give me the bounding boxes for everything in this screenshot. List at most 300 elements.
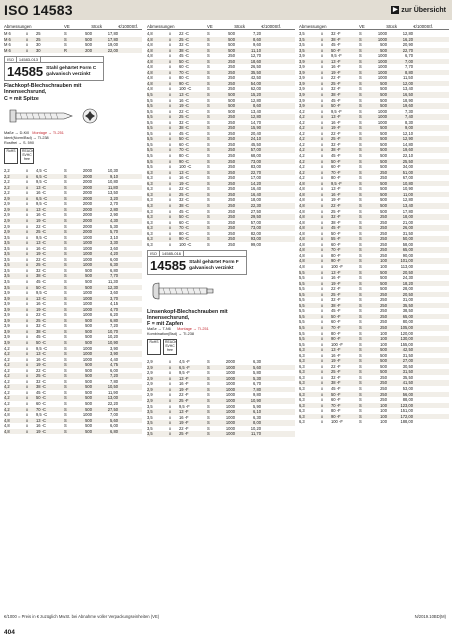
qty: 1000 bbox=[225, 414, 235, 420]
qty: 250 bbox=[228, 53, 235, 59]
dim-diameter: 4,2 bbox=[4, 351, 10, 357]
vc-code: S bbox=[207, 414, 210, 420]
vc-code: S bbox=[359, 408, 362, 414]
price: 15,20 bbox=[250, 92, 261, 98]
dim-diameter: 3,5 bbox=[4, 262, 10, 268]
dim-x: x bbox=[26, 42, 29, 48]
qty: 100 bbox=[380, 402, 387, 408]
price: 20,50 bbox=[402, 291, 413, 297]
qty: 500 bbox=[380, 275, 387, 281]
price: 22,20 bbox=[107, 401, 118, 407]
dim-length: 50 -C bbox=[36, 395, 47, 401]
vc-code: S bbox=[207, 42, 210, 48]
dim-length: 13 -C bbox=[36, 351, 47, 357]
price: 38,50 bbox=[402, 308, 413, 314]
price: 82,00 bbox=[250, 230, 261, 236]
qty: 500 bbox=[380, 47, 387, 53]
dim-x: x bbox=[321, 225, 324, 231]
dim-length: 9,5 -F bbox=[179, 370, 190, 376]
qty: 1000 bbox=[82, 351, 92, 357]
dim-diameter: 3,5 bbox=[299, 42, 305, 48]
spec-stainless[interactable]: Rostfrei → S. 590 bbox=[4, 141, 34, 146]
dim-length: 38 -C bbox=[179, 125, 190, 131]
dim-diameter: 2,9 bbox=[147, 375, 153, 381]
dim-length: 25 -F bbox=[179, 398, 189, 404]
dim-x: x bbox=[321, 291, 324, 297]
vc-code: S bbox=[359, 247, 362, 253]
dim-diameter: 4,2 bbox=[299, 125, 305, 131]
dim-x: x bbox=[26, 36, 29, 42]
qty: 250 bbox=[228, 169, 235, 175]
price: 22,10 bbox=[402, 153, 413, 159]
dim-length: 19 -C bbox=[36, 251, 47, 257]
dim-x: x bbox=[321, 386, 324, 391]
dim-diameter: 5,5 bbox=[147, 153, 153, 159]
dim-length: 16 -F bbox=[331, 64, 341, 70]
price: 11,70 bbox=[251, 431, 261, 437]
vc-code: S bbox=[207, 425, 210, 431]
dim-diameter: 4,8 bbox=[299, 208, 305, 214]
vc-code: S bbox=[359, 36, 362, 42]
price: 88,00 bbox=[402, 397, 413, 403]
qty: 1000 bbox=[82, 240, 92, 246]
table-body-top bbox=[147, 31, 295, 247]
vc-code: S bbox=[64, 384, 67, 390]
vc-code: S bbox=[207, 175, 210, 181]
price: 19,60 bbox=[402, 147, 413, 153]
qty: 1000 bbox=[82, 301, 92, 307]
spec-dims[interactable]: Maße → D-Ki0 bbox=[4, 131, 30, 136]
dim-x: x bbox=[321, 297, 324, 303]
price: 151,00 bbox=[400, 408, 413, 414]
qty: 100 bbox=[380, 330, 387, 336]
dim-diameter: 2,9 bbox=[147, 359, 153, 365]
dim-x: x bbox=[26, 201, 29, 207]
qty: 100 bbox=[380, 419, 387, 425]
qty: 250 bbox=[228, 225, 235, 231]
dim-diameter: 4,8 bbox=[299, 214, 305, 220]
dim-x: x bbox=[26, 301, 29, 307]
dim-diameter: 2,9 bbox=[147, 370, 153, 376]
vc-code: S bbox=[64, 306, 67, 312]
dim-diameter: 6,3 bbox=[299, 408, 305, 414]
qty: 250 bbox=[228, 158, 235, 164]
dim-diameter: 6,3 bbox=[299, 419, 305, 425]
price: 35,50 bbox=[402, 302, 413, 308]
vc-code: S bbox=[359, 324, 362, 330]
price: 11,90 bbox=[108, 389, 118, 395]
dim-diameter: M 6 bbox=[4, 47, 11, 53]
dim-length: 9,5 -C bbox=[36, 345, 48, 351]
dim-diameter: 3,9 bbox=[4, 312, 10, 318]
dim-length: 45 -C bbox=[179, 53, 190, 59]
dim-length: 4,5 -C bbox=[36, 168, 48, 174]
dim-x: x bbox=[26, 323, 29, 329]
dim-x: x bbox=[169, 180, 172, 186]
qty: 1000 bbox=[225, 409, 235, 415]
qty: 500 bbox=[85, 334, 92, 340]
price: 11,10 bbox=[251, 47, 261, 53]
price: 31,50 bbox=[402, 369, 413, 375]
price: 9,60 bbox=[253, 42, 261, 48]
dim-diameter: 4,2 bbox=[4, 406, 10, 412]
qty: 500 bbox=[85, 395, 92, 401]
dim-x: x bbox=[321, 164, 324, 170]
qty: 250 bbox=[380, 219, 387, 225]
price: 53,00 bbox=[402, 386, 413, 391]
vc-code: S bbox=[359, 202, 362, 208]
dim-diameter: 4,8 bbox=[4, 412, 10, 418]
dim-x: x bbox=[169, 53, 172, 59]
dim-x: x bbox=[169, 186, 172, 192]
qty: 500 bbox=[85, 389, 92, 395]
dim-x: x bbox=[321, 147, 324, 153]
table-row bbox=[299, 419, 449, 425]
vc-code: S bbox=[359, 336, 362, 342]
dim-diameter: 3,5 bbox=[4, 234, 10, 240]
qty: 250 bbox=[228, 197, 235, 203]
product-card: ISO 14585-016 14585 Stahl gehärtet Form F galvanisch verzinkt bbox=[147, 250, 247, 275]
dim-x: x bbox=[321, 197, 324, 203]
price: 20,40 bbox=[250, 130, 261, 136]
vc-code: S bbox=[359, 308, 362, 314]
qty: 500 bbox=[380, 180, 387, 186]
dim-length: 38 -C bbox=[36, 273, 47, 279]
dim-length: 90 -F bbox=[331, 336, 341, 342]
dim-diameter: 4,8 bbox=[147, 47, 153, 53]
price: 10,50 bbox=[107, 384, 118, 390]
qty: 500 bbox=[85, 378, 92, 384]
dim-diameter: 3,9 bbox=[4, 290, 10, 296]
dim-x: x bbox=[26, 31, 29, 36]
dim-diameter: 5,5 bbox=[299, 319, 305, 325]
dim-diameter: 5,5 bbox=[147, 103, 153, 109]
price: 18,60 bbox=[250, 58, 261, 64]
price: 16,40 bbox=[250, 191, 261, 197]
dim-diameter: 6,3 bbox=[147, 219, 153, 225]
dim-x: x bbox=[26, 295, 29, 301]
dim-diameter: 4,8 bbox=[147, 75, 153, 81]
vc-code: S bbox=[64, 417, 67, 423]
vc-code: S bbox=[207, 364, 210, 370]
vc-code: S bbox=[207, 36, 210, 42]
dim-x: x bbox=[321, 75, 324, 81]
dim-x: x bbox=[26, 179, 29, 185]
price: 12,30 bbox=[107, 284, 118, 290]
vc-code: S bbox=[64, 395, 67, 401]
dim-length: 22 -C bbox=[36, 256, 47, 262]
dim-x: x bbox=[26, 384, 29, 390]
price: 42,50 bbox=[250, 75, 261, 81]
qty: 1000 bbox=[82, 312, 92, 318]
dim-x: x bbox=[321, 230, 324, 236]
vc-code: S bbox=[64, 406, 67, 412]
vc-code: S bbox=[207, 230, 210, 236]
dim-diameter: 6,3 bbox=[147, 208, 153, 214]
vc-code: S bbox=[359, 119, 362, 125]
qty: 500 bbox=[228, 31, 235, 36]
price: 99,00 bbox=[250, 241, 261, 247]
price: 4,30 bbox=[110, 217, 118, 223]
dim-length: 22 -F bbox=[179, 392, 189, 398]
qty: 500 bbox=[380, 125, 387, 131]
dim-diameter: 4,8 bbox=[147, 31, 153, 36]
dim-length: 25 -C bbox=[36, 229, 47, 235]
price: 6,80 bbox=[110, 267, 118, 273]
dim-diameter: 3,9 bbox=[299, 103, 305, 109]
price: 14,80 bbox=[402, 141, 413, 147]
price: 24,10 bbox=[250, 136, 261, 142]
dim-diameter: 5,5 bbox=[147, 92, 153, 98]
dim-x: x bbox=[26, 340, 29, 346]
price: 7,80 bbox=[110, 378, 118, 384]
dim-diameter: 6,3 bbox=[147, 225, 153, 231]
table-body-top bbox=[4, 31, 142, 53]
dim-diameter: 3,5 bbox=[147, 431, 153, 437]
qty: 500 bbox=[380, 97, 387, 103]
qty: 500 bbox=[85, 284, 92, 290]
overview-link[interactable] bbox=[391, 6, 446, 14]
dim-length: 32 -F bbox=[331, 214, 341, 220]
dim-diameter: 2,9 bbox=[4, 223, 10, 229]
dim-diameter: 6,3 bbox=[147, 230, 153, 236]
price: 30,50 bbox=[402, 363, 413, 369]
vc-code: S bbox=[359, 103, 362, 109]
table-row bbox=[4, 429, 142, 435]
vc-code: S bbox=[359, 147, 362, 153]
qty: 250 bbox=[228, 186, 235, 192]
price: 31,50 bbox=[402, 352, 413, 358]
dim-length: 19 -C bbox=[179, 103, 190, 109]
vc-code: S bbox=[359, 219, 362, 225]
vc-code: S bbox=[64, 284, 67, 290]
price: 123,00 bbox=[400, 402, 413, 408]
price: 11,30 bbox=[108, 279, 118, 284]
vc-code: S bbox=[207, 130, 210, 136]
price: 5,30 bbox=[253, 375, 261, 381]
qty: 1000 bbox=[225, 403, 235, 409]
dim-x: x bbox=[321, 169, 324, 175]
dim-length: 4,5 -F bbox=[179, 359, 190, 365]
dim-diameter: 5,5 bbox=[299, 336, 305, 342]
qty: 2000 bbox=[82, 195, 92, 201]
spec-assembly[interactable]: Montage → TI-251 bbox=[32, 131, 64, 136]
dim-x: x bbox=[321, 347, 324, 353]
dim-length: 38 -C bbox=[179, 202, 190, 208]
qty: 2000 bbox=[82, 184, 92, 190]
qty: 500 bbox=[380, 103, 387, 109]
dim-x: x bbox=[26, 284, 29, 290]
dim-diameter: 4,8 bbox=[299, 202, 305, 208]
dim-length: 19 -F bbox=[331, 280, 341, 286]
price: 7,00 bbox=[110, 412, 118, 418]
price: 172,00 bbox=[400, 413, 413, 419]
vc-code: S bbox=[359, 252, 362, 258]
price: 10,80 bbox=[107, 179, 118, 185]
dim-x: x bbox=[169, 164, 172, 170]
dim-x: x bbox=[321, 286, 324, 292]
dim-x: x bbox=[26, 168, 29, 174]
qty: 500 bbox=[228, 47, 235, 53]
dim-x: x bbox=[169, 80, 172, 86]
price: 12,80 bbox=[402, 31, 413, 36]
qty: 250 bbox=[380, 386, 387, 391]
dim-diameter: 6,3 bbox=[299, 402, 305, 408]
vc-code: S bbox=[359, 42, 362, 48]
dim-diameter: 5,5 bbox=[147, 114, 153, 120]
price: 18,20 bbox=[402, 280, 413, 286]
dim-length: 13 -C bbox=[36, 206, 47, 212]
dim-diameter: 6,3 bbox=[299, 363, 305, 369]
vc-code: S bbox=[359, 180, 362, 186]
qty: 500 bbox=[85, 367, 92, 373]
dim-diameter: 2,9 bbox=[4, 201, 10, 207]
header-price: €/1000Stf. bbox=[118, 24, 138, 29]
vc-code: S bbox=[207, 180, 210, 186]
dim-x: x bbox=[321, 202, 324, 208]
dim-diameter: 5,5 bbox=[147, 164, 153, 170]
dim-diameter: 3,9 bbox=[299, 53, 305, 59]
column-2: Abmessungen VE Stück €/1000Stf. 4,8 x 22 -C S 500 7,20 4,8 x 25 -C S 500 8,60 4,8 x 32 -C S 500 9,60 4,8 x 38 -C S 500 11,10 4,8 x 45 -C S 250 12,70 4,8 x 50 -C S 250 18,60 4,8 x 60 -C S 250 26,50 4,8 x 70 -C S 250 35,50 4,8 x 80 -C S 250 42,50 4,8 x 90 -C S 250 54,00 4,8 x 100 -C S 250 62,00 5,5 x 13 -C S 500 15,20 5,5 x 16 -C S 500 12,80 5,5 x 19 -C S 500 8,60 5,5 x 22 -C S 500 13,40 5,5 x 25 -C S 250 12,80 5,5 x 32 -C S 250 14,70 5,5 x 38 -C S 250 15,90 5,5 x 45 -C S 250 20,40 5,5 x 50 -C S 250 24,10 5,5 x 60 -C S 250 45,50 5,5 x 70 -C S 250 57,00 5,5 x 80 -C S 250 68,00 5,5 x 90 -C S 250 73,00 5,5 x 100 -C S 250 83,00 6,3 x 13 -C S 250 22,70 6,3 x 16 -C S 250 17,00 6,3 x 19 -C S 250 14,20 6,3 x 22 -C S 250 16,40 6,3 x 25 -C S 250 16,40 6,3 x 32 -C S 250 18,00 6,3 x 38 -C S 250 22,30 6,3 x 45 -C S 250 27,50 6,3 x 50 -C S 250 29,50 6,3 x 60 -C S 250 57,00 6,3 x 70 -C S 250 73,00 6,3 x 80 -C S 250 82,00 6,3 x 90 -C S 250 93,00 6,3 x 100 -C S 250 99,00 ISO 14585-016 14585 Stahl gehärtet Form F galvanisch verzinkt Linsenkopf-Blechschrauben mit Innensechsrund, F = mit Zapfen Maße → T-N6 Montage → TI-251 Kombination(Bsd) → TI-238 RoHS REACh SVHC free 2,9 x 4,5 -F S 2000 6,30 2,9 x 6,5 -F S 1000 5,60 2,9 x 9,5 -F S 1000 5,80 2,9 x 13 -F S 1000 5,30 2,9 x 16 -F S 1000 6,70 2,9 x 19 -F S 1000 7,80 2,9 x 22 -F S 1000 9,80 2,9 x 25 -F S 1000 10,90 3,5 x 9,5 -F S 1000 5,90 3,5 x 13 -F S 1000 6,10 3,5 x 16 -F S 1000 6,30 3,5 x 19 -F S 1000 8,00 3,5 x 22 -F S 1000 10,20 3,5 x 25 -F S 1000 11,70 bbox=[147, 24, 295, 437]
qty: 250 bbox=[380, 241, 387, 247]
vc-code: S bbox=[207, 214, 210, 220]
dim-diameter: 6,3 bbox=[299, 380, 305, 386]
price: 8,80 bbox=[405, 69, 413, 75]
dim-diameter: 3,9 bbox=[4, 328, 10, 334]
price: 17,00 bbox=[250, 175, 261, 181]
price: 9,00 bbox=[405, 125, 413, 131]
vc-code: S bbox=[359, 169, 362, 175]
vc-code: S bbox=[64, 273, 67, 279]
price: 10,70 bbox=[107, 328, 118, 334]
qty: 1000 bbox=[377, 53, 387, 59]
price: 5,90 bbox=[253, 403, 261, 409]
dim-length: 38 -F bbox=[331, 92, 341, 98]
qty: 500 bbox=[85, 273, 92, 279]
price: 5,60 bbox=[253, 364, 261, 370]
price: 17,80 bbox=[107, 31, 118, 36]
dim-x: x bbox=[321, 125, 324, 131]
qty: 1000 bbox=[225, 392, 235, 398]
dim-diameter: 4,8 bbox=[147, 86, 153, 92]
dim-diameter: 6,3 bbox=[299, 347, 305, 353]
qty: 250 bbox=[380, 291, 387, 297]
vc-code: S bbox=[359, 31, 362, 36]
price: 5,30 bbox=[110, 223, 118, 229]
qty: 250 bbox=[228, 75, 235, 81]
dim-diameter: 4,2 bbox=[4, 395, 10, 401]
price: 4,40 bbox=[110, 356, 118, 362]
dim-diameter: 4,8 bbox=[299, 263, 305, 269]
dim-diameter: 3,5 bbox=[147, 420, 153, 426]
vc-code: S bbox=[359, 330, 362, 336]
dim-x: x bbox=[321, 258, 324, 264]
qty: 250 bbox=[380, 247, 387, 253]
price: 16,40 bbox=[250, 186, 261, 192]
vc-code: S bbox=[359, 419, 362, 425]
price: 105,00 bbox=[400, 324, 413, 330]
qty: 500 bbox=[380, 347, 387, 353]
price: 73,00 bbox=[250, 225, 261, 231]
vc-code: S bbox=[64, 173, 67, 179]
dim-length: 13 -C bbox=[36, 295, 47, 301]
price: 8,30 bbox=[405, 119, 413, 125]
qty: 1000 bbox=[82, 412, 92, 418]
qty: 500 bbox=[380, 80, 387, 86]
dim-diameter: 6,3 bbox=[147, 191, 153, 197]
dim-x: x bbox=[321, 97, 324, 103]
dim-diameter: 5,5 bbox=[147, 158, 153, 164]
dim-length: 19 -C bbox=[179, 180, 190, 186]
vc-code: S bbox=[207, 420, 210, 426]
dim-length: 50 -C bbox=[179, 214, 190, 220]
price: 6,00 bbox=[110, 423, 118, 429]
dim-diameter: 3,9 bbox=[299, 92, 305, 98]
qty: 1000 bbox=[82, 306, 92, 312]
price: 11,80 bbox=[108, 184, 118, 190]
dim-length: 13 -F bbox=[179, 409, 189, 415]
vc-code: S bbox=[207, 31, 210, 36]
dim-x: x bbox=[169, 225, 172, 231]
qty: 500 bbox=[380, 358, 387, 364]
dim-x: x bbox=[169, 409, 172, 415]
price: 7,80 bbox=[253, 386, 261, 392]
price: 2,80 bbox=[110, 206, 118, 212]
dim-diameter: 5,5 bbox=[299, 286, 305, 292]
qty: 500 bbox=[380, 197, 387, 203]
qty: 500 bbox=[380, 130, 387, 136]
dim-length: 45 -C bbox=[36, 389, 47, 395]
spec-ident[interactable]: Ident(Norm/Bsd) → TI-238 bbox=[4, 136, 49, 141]
qty: 1000 bbox=[82, 290, 92, 296]
dim-x: x bbox=[169, 58, 172, 64]
qty: 250 bbox=[380, 302, 387, 308]
dim-length: 13 -C bbox=[36, 184, 47, 190]
dim-length: 70 -F bbox=[331, 169, 341, 175]
dim-diameter: 6,3 bbox=[147, 175, 153, 181]
dim-x: x bbox=[169, 64, 172, 70]
qty: 1000 bbox=[225, 381, 235, 387]
dim-length: 38 -C bbox=[179, 47, 190, 53]
dim-diameter: 2,2 bbox=[4, 173, 10, 179]
screw-drawing bbox=[147, 279, 247, 303]
qty: 500 bbox=[228, 108, 235, 114]
dim-x: x bbox=[26, 345, 29, 351]
dim-length: 50 -F bbox=[331, 47, 341, 53]
vc-code: S bbox=[64, 317, 67, 323]
card-desc-line2: galvanisch verzinkt bbox=[46, 71, 91, 77]
dim-diameter: 4,2 bbox=[299, 158, 305, 164]
qty: 500 bbox=[85, 323, 92, 329]
dim-x: x bbox=[169, 175, 172, 181]
dim-x: x bbox=[321, 263, 324, 269]
dim-diameter: 4,8 bbox=[147, 36, 153, 42]
dim-diameter: 4,8 bbox=[299, 258, 305, 264]
table-body bbox=[147, 359, 295, 437]
vc-code: S bbox=[207, 141, 210, 147]
dim-length: 60 -C bbox=[179, 64, 190, 70]
qty: 1000 bbox=[377, 31, 387, 36]
vc-code: S bbox=[207, 392, 210, 398]
dim-length: 9,5 -C bbox=[36, 234, 48, 240]
rohs-badge: RoHS bbox=[4, 148, 18, 164]
price: 13,00 bbox=[107, 395, 118, 401]
qty: 250 bbox=[380, 175, 387, 181]
price: 50,00 bbox=[402, 236, 413, 242]
dim-length: 9,5 -F bbox=[331, 53, 342, 59]
qty: 500 bbox=[380, 153, 387, 159]
dim-diameter: 3,9 bbox=[299, 64, 305, 70]
